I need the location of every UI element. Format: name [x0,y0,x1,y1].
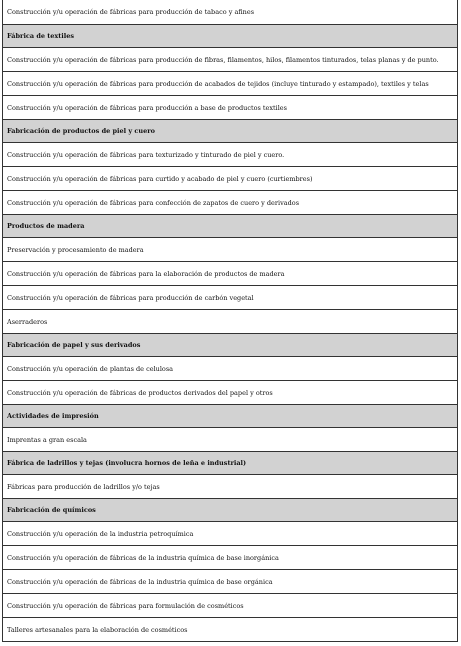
activity-row: Fábricas para producción de ladrillos y/o tejas [3,474,457,498]
activity-row: Construcción y/u operación de fábricas de productos derivados del papel y otros [3,380,457,404]
activity-row: Construcción y/u operación de fábricas para producción de acabados de tejidos (incluye tinturado y estampado), textiles y telas [3,71,457,95]
activity-row: Construcción y/u operación de fábricas para formulación de cosméticos [3,593,457,617]
activity-row: Construcción y/u operación de fábricas para producción de carbón vegetal [3,285,457,309]
activity-row: Aserraderos [3,309,457,333]
category-header-row: Productos de madera [3,214,457,237]
activity-row: Construcción y/u operación de fábricas para la elaboración de productos de madera [3,261,457,285]
activity-row: Construcción y/u operación de fábricas para producción de tabaco y afines [3,0,457,24]
category-header-row: Actividades de impresión [3,404,457,427]
activity-row: Construcción y/u operación de plantas de celulosa [3,356,457,380]
activities-table [2,0,458,642]
category-header-row: Fábrica de textiles [3,24,457,47]
activity-row: Construcción y/u operación de la industria petroquímica [3,521,457,545]
activity-row: Construcción y/u operación de fábricas para confección de zapatos de cuero y derivados [3,190,457,214]
activity-row: Talleres artesanales para la elaboración de cosméticos [3,617,457,641]
activity-row: Preservación y procesamiento de madera [3,237,457,261]
category-header-row: Fábrica de ladrillos y tejas (involucra hornos de leña e industrial) [3,451,457,474]
category-header-row: Fabricación de papel y sus derivados [3,333,457,356]
activity-row: Construcción y/u operación de fábricas para producción de fibras, filamentos, hilos, filamentos tinturados, telas planas y de punto. [3,47,457,71]
activity-row: Construcción y/u operación de fábricas para curtido y acabado de piel y cuero (curtiembres) [3,166,457,190]
activity-row: Construcción y/u operación de fábricas para producción a base de productos textiles [3,95,457,119]
activity-row: Construcción y/u operación de fábricas de la industria química de base orgánica [3,569,457,593]
activity-row: Imprentas a gran escala [3,427,457,451]
activity-row: Construcción y/u operación de fábricas de la industria química de base inorgánica [3,545,457,569]
activity-row: Construcción y/u operación de fábricas para texturizado y tinturado de piel y cuero. [3,142,457,166]
category-header-row: Fabricación de químicos [3,498,457,521]
category-header-row: Fabricación de productos de piel y cuero [3,119,457,142]
